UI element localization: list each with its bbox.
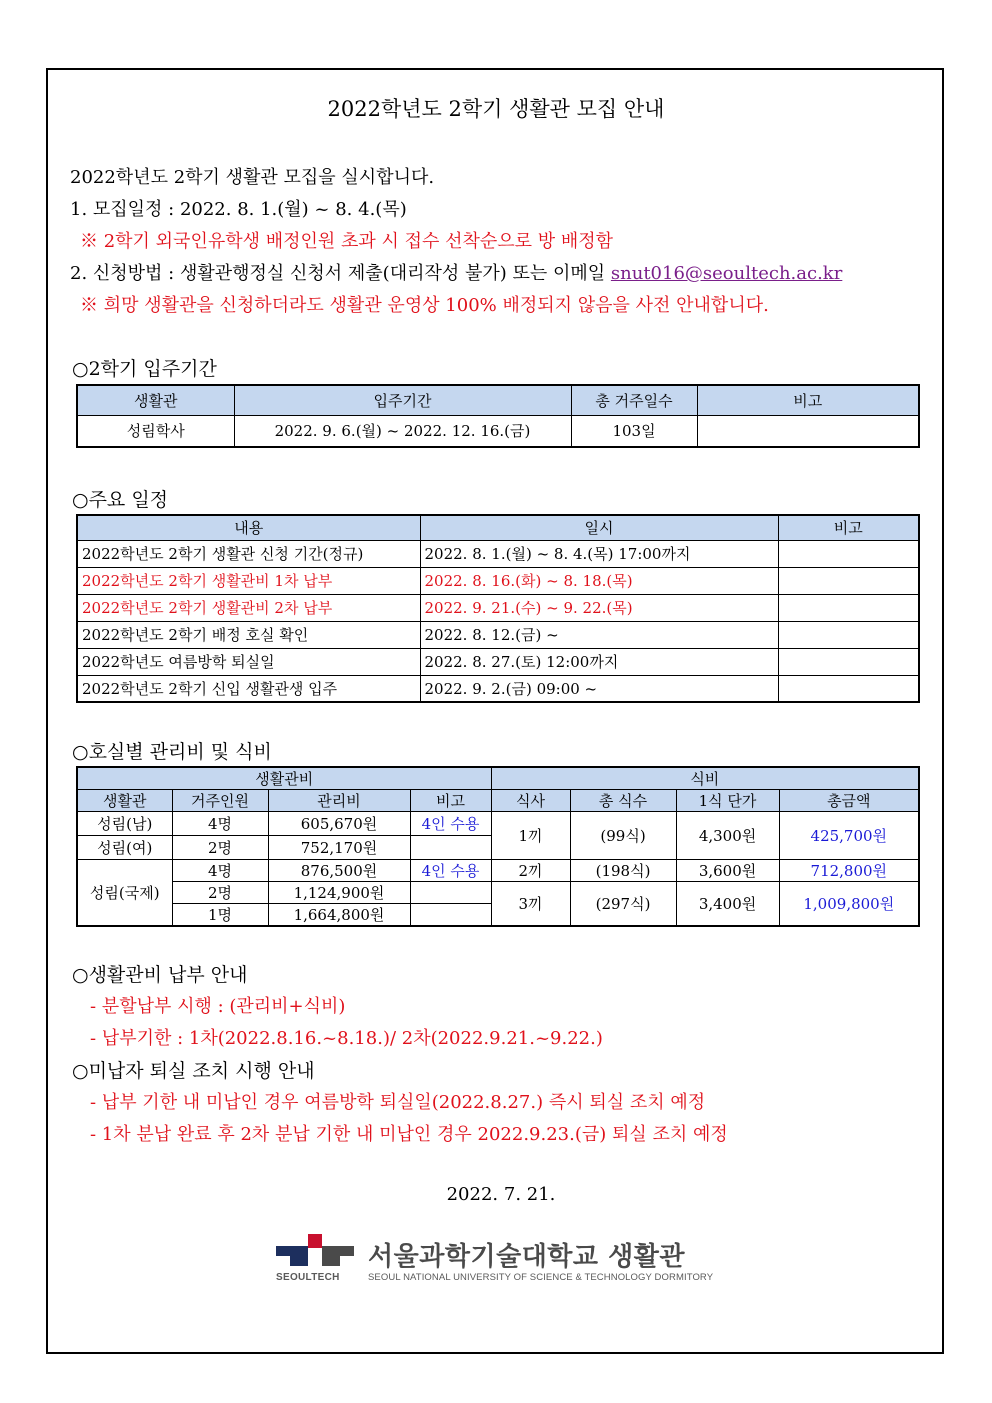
section-eviction-heading: ○미납자 퇴실 조치 시행 안내 (72, 1060, 315, 1082)
schedule-row-2-content: 2022학년도 2학기 생활관비 1차 납부 (77, 567, 420, 594)
schedule-row-3-content: 2022학년도 2학기 생활관비 2차 납부 (77, 594, 420, 621)
eviction-line-2: - 1차 분납 완료 후 2차 분납 기한 내 미납인 경우 2022.9.23.(금) 퇴실 조치 예정 (90, 1124, 728, 1145)
schedule-row-1-content: 2022학년도 2학기 생활관 신청 기간(정규) (77, 540, 420, 567)
header-occupancy: 거주인원 (172, 790, 268, 812)
room-2-people: 2명 (172, 836, 268, 860)
eviction-line-1: - 납부 기한 내 미납인 경우 여름방학 퇴실일(2022.8.27.) 즉시 퇴실 조치 예정 (90, 1092, 706, 1113)
cell-total-days: 103일 (571, 415, 697, 447)
schedule-row-1-date: 2022. 8. 1.(월) ~ 8. 4.(목) 17:00까지 (420, 540, 778, 567)
cell-hall: 성림학사 (77, 415, 234, 447)
schedule-row-6-content: 2022학년도 2학기 신입 생활관생 입주 (77, 675, 420, 702)
header-hall: 생활관 (77, 790, 172, 812)
header-datetime: 일시 (420, 515, 778, 540)
header-unit-price: 1식 단가 (676, 790, 779, 812)
seoultech-emblem-icon (276, 1232, 354, 1276)
header-note: 비고 (697, 385, 919, 415)
meal-1-meal: 1끼 (491, 812, 570, 860)
room-2-note (410, 836, 491, 860)
room-2-hall: 성림(여) (77, 836, 172, 860)
room-4-fee: 1,124,900원 (268, 882, 410, 904)
header-note: 비고 (778, 515, 919, 540)
payment-installment: - 분할납부 시행 : (관리비+식비) (90, 996, 346, 1017)
schedule-row-6-date: 2022. 9. 2.(금) 09:00 ~ (420, 675, 778, 702)
fees-table (76, 766, 920, 927)
schedule-row-6-note (778, 675, 919, 702)
room-2-fee: 752,170원 (268, 836, 410, 860)
section-payment-heading: ○생활관비 납부 안내 (72, 964, 248, 986)
intro-line-1: 2022학년도 2학기 생활관 모집을 실시합니다. (70, 167, 435, 188)
cell-period: 2022. 9. 6.(월) ~ 2022. 12. 16.(금) (234, 415, 571, 447)
room-4-people: 2명 (172, 882, 268, 904)
schedule-row-5-content: 2022학년도 여름방학 퇴실일 (77, 648, 420, 675)
meal-2-count: (198식) (570, 860, 676, 882)
intro-method-text: 2. 신청방법 : 생활관행정실 신청서 제출(대리작성 불가) 또는 이메일 (70, 263, 606, 284)
header-content: 내용 (77, 515, 420, 540)
intro-notice-foreign: ※ 2학기 외국인유학생 배정인원 초과 시 접수 선착순으로 방 배정함 (80, 231, 614, 252)
header-note: 비고 (410, 790, 491, 812)
section-schedule-heading: ○주요 일정 (72, 489, 169, 511)
move-in-table (76, 384, 920, 448)
schedule-row-4-note (778, 621, 919, 648)
room-5-fee: 1,664,800원 (268, 904, 410, 927)
logo-korean-name: 서울과학기술대학교 생활관 (368, 1242, 685, 1272)
cell-note (697, 415, 919, 447)
header-hall: 생활관 (77, 385, 234, 415)
header-meal-count: 총 식수 (570, 790, 676, 812)
section-fees-heading: ○호실별 관리비 및 식비 (72, 741, 272, 763)
header-meal: 식사 (491, 790, 570, 812)
room-1-people: 4명 (172, 812, 268, 836)
header-total-amount: 총금액 (779, 790, 919, 812)
header-management-fee: 관리비 (268, 790, 410, 812)
schedule-table (76, 514, 920, 703)
room-5-note (410, 904, 491, 927)
meal-3-meal: 3끼 (491, 882, 570, 927)
schedule-row-4-date: 2022. 8. 12.(금) ~ (420, 621, 778, 648)
schedule-row-3-date: 2022. 9. 21.(수) ~ 9. 22.(목) (420, 594, 778, 621)
schedule-row-5-note (778, 648, 919, 675)
meal-2-unit: 3,600원 (676, 860, 779, 882)
meal-3-total: 1,009,800원 (779, 882, 919, 927)
intro-schedule: 1. 모집일정 : 2022. 8. 1.(월) ~ 8. 4.(목) (70, 199, 407, 220)
header-group-meal-fee: 식비 (491, 767, 919, 790)
schedule-row-4-content: 2022학년도 2학기 배정 호실 확인 (77, 621, 420, 648)
payment-deadline: - 납부기한 : 1차(2022.8.16.~8.18.)/ 2차(2022.9.21.~9.22.) (90, 1028, 603, 1049)
document-date: 2022. 7. 21. (446, 1184, 556, 1205)
schedule-row-2-note (778, 567, 919, 594)
schedule-row-1-note (778, 540, 919, 567)
room-1-hall: 성림(남) (77, 812, 172, 836)
header-period: 입주기간 (234, 385, 571, 415)
intro-method (70, 259, 842, 285)
schedule-row-2-date: 2022. 8. 16.(화) ~ 8. 18.(목) (420, 567, 778, 594)
room-3-hall: 성림(국제) (77, 860, 172, 927)
schedule-row-3-note (778, 594, 919, 621)
room-3-note: 4인 수용 (410, 860, 491, 882)
meal-2-total: 712,800원 (779, 860, 919, 882)
document-title: 2022학년도 2학기 생활관 모집 안내 (327, 97, 665, 121)
meal-3-unit: 3,400원 (676, 882, 779, 927)
logo-brand: SEOULTECH (276, 1272, 340, 1283)
university-logo (276, 1228, 736, 1288)
email-link[interactable]: snut016@seoultech.ac.kr (610, 263, 843, 284)
room-5-people: 1명 (172, 904, 268, 927)
room-1-fee: 605,670원 (268, 812, 410, 836)
intro-notice-assign: ※ 희망 생활관을 신청하더라도 생활관 운영상 100% 배정되지 않음을 사전 안내합니다. (80, 295, 769, 316)
room-3-fee: 876,500원 (268, 860, 410, 882)
meal-2-meal: 2끼 (491, 860, 570, 882)
header-total-days: 총 거주일수 (571, 385, 697, 415)
logo-english-name: SEOUL NATIONAL UNIVERSITY OF SCIENCE & TECHNOLOGY DORMITORY (368, 1272, 714, 1283)
header-group-dorm-fee: 생활관비 (77, 767, 491, 790)
room-4-note (410, 882, 491, 904)
section-move-in-heading: ○2학기 입주기간 (72, 358, 217, 380)
meal-3-count: (297식) (570, 882, 676, 927)
schedule-row-5-date: 2022. 8. 27.(토) 12:00까지 (420, 648, 778, 675)
room-1-note: 4인 수용 (410, 812, 491, 836)
meal-1-total: 425,700원 (779, 812, 919, 860)
meal-1-count: (99식) (570, 812, 676, 860)
meal-1-unit: 4,300원 (676, 812, 779, 860)
room-3-people: 4명 (172, 860, 268, 882)
